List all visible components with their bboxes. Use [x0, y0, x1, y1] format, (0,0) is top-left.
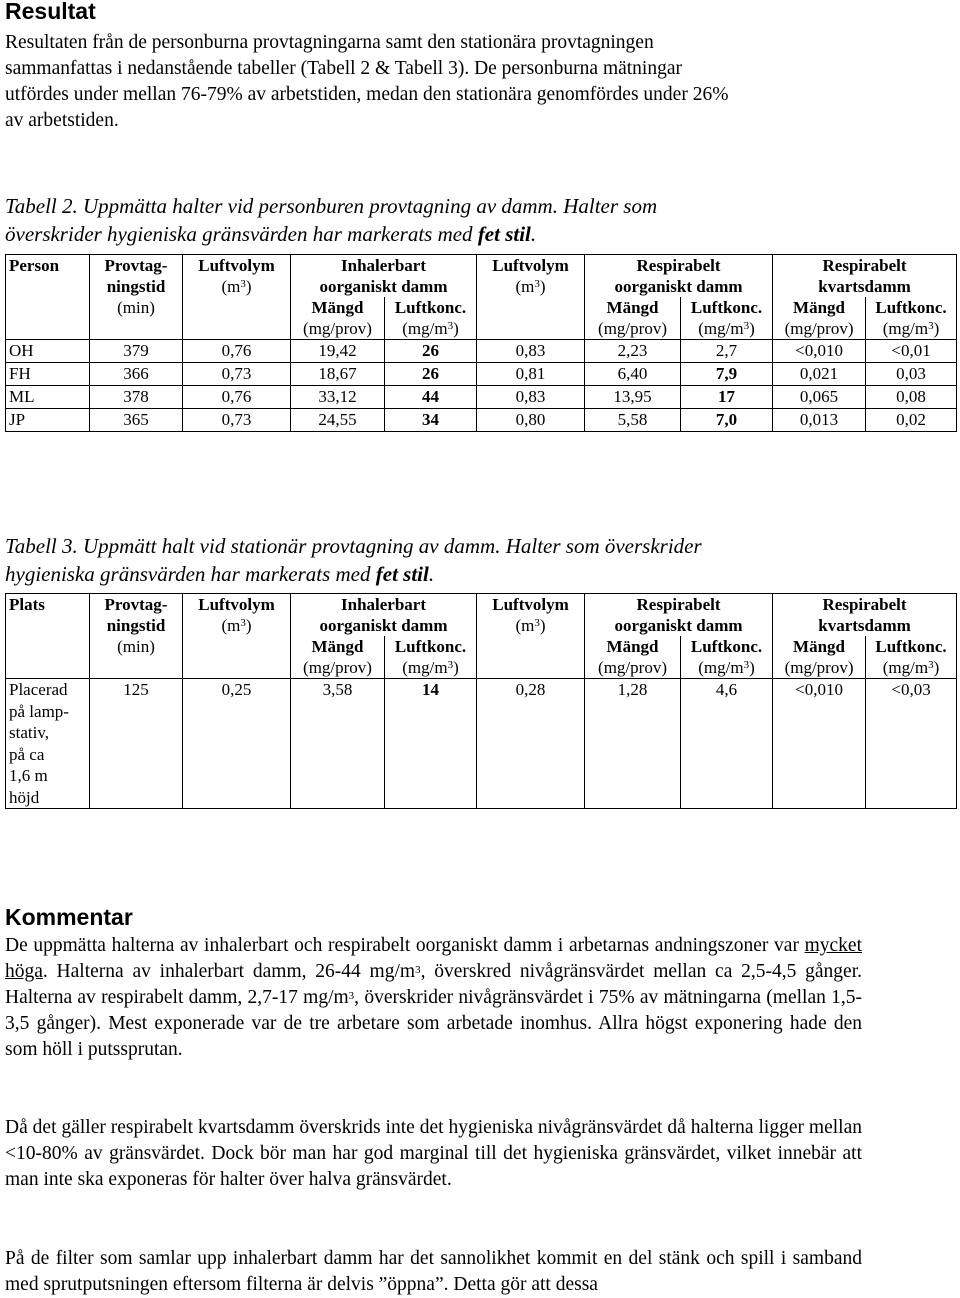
cell-volume-2: 0,81 [477, 363, 585, 386]
unit-text: ) [933, 319, 940, 338]
place-line: höjd [9, 787, 40, 807]
caption-line [5, 560, 905, 588]
cell-person: ML [6, 386, 90, 409]
header-text: oorganiskt damm [614, 277, 743, 296]
header-text: Mängd [606, 298, 659, 317]
header-unit [480, 276, 581, 297]
header-text: Respirabelt [822, 595, 907, 614]
cell-kv-conc: <0,01 [866, 340, 957, 363]
header-unit [186, 615, 287, 636]
col-header-respirabelt [585, 255, 773, 298]
header-text: Provtag- [104, 595, 168, 614]
cell-volume: 0,25 [183, 679, 291, 809]
cell-resp-amount: 6,40 [585, 363, 681, 386]
unit-text: ) [749, 658, 755, 677]
subheader-luftkonc [866, 297, 957, 340]
unit-text: ) [539, 616, 546, 635]
cell-volume-2: 0,83 [477, 340, 585, 363]
header-text: Inhalerbart [341, 595, 426, 614]
section-heading-resultat: Resultat [5, 0, 96, 24]
cell-time: 125 [90, 679, 183, 809]
unit-text: ) [453, 658, 459, 677]
unit-sup: 3 [240, 617, 246, 629]
header-text: Luftkonc. [394, 298, 467, 317]
header-unit [869, 657, 953, 678]
header-unit: (mg/prov) [784, 658, 854, 677]
cell-kv-amount: 0,065 [773, 386, 866, 409]
subheader-luftkonc [385, 636, 477, 679]
cell-kv-conc: 0,02 [866, 409, 957, 432]
caption-line: Tabell 3. Uppmätt halt vid stationär provtagning av damm. Halter som överskrider [5, 534, 702, 558]
cell-kv-conc: 0,03 [866, 363, 957, 386]
superscript: 3 [415, 964, 421, 976]
unit-text: ) [453, 319, 459, 338]
unit-text: ) [539, 277, 546, 296]
unit-sup: 3 [534, 278, 540, 290]
subheader-mangd [585, 297, 681, 340]
cell-resp-amount: 13,95 [585, 386, 681, 409]
kommentar-paragraph-3: På de filter som samlar upp inhalerbart damm har det sannolikhet kommit en del stänk och spill i samband med sprutputsningen eftersom filterna är delvis ”öppna”. Detta gör att dessa [5, 1248, 862, 1295]
subheader-luftkonc [681, 297, 773, 340]
subheader-luftkonc [681, 636, 773, 679]
header-text: (min) [117, 637, 155, 656]
section-heading-kommentar: Kommentar [5, 904, 133, 930]
caption-end: . [428, 562, 435, 586]
header-text: Luftkonc. [875, 637, 947, 656]
cell-kv-conc: 0,08 [866, 386, 957, 409]
cell-inh-amount: 33,12 [291, 386, 385, 409]
cell-time: 379 [90, 340, 183, 363]
col-header-plats: Plats [6, 594, 90, 679]
subheader-mangd [291, 636, 385, 679]
table-row [6, 363, 957, 386]
cell-time: 378 [90, 386, 183, 409]
paragraph-line: Resultaten från de personburna provtagningarna samt den stationära provtagningen [5, 32, 654, 53]
unit-text: (mg/m [698, 658, 744, 677]
cell-resp-conc: 2,7 [681, 340, 773, 363]
unit-sup: 3 [447, 320, 454, 332]
cell-volume: 0,76 [183, 340, 291, 363]
header-unit: (mg/prov) [598, 658, 667, 677]
cell-kv-amount: <0,010 [773, 340, 866, 363]
header-unit [388, 657, 473, 678]
place-line: Placerad [9, 680, 68, 699]
header-unit [186, 276, 287, 297]
cell-kv-conc: <0,03 [866, 679, 957, 809]
paragraph-line: sammanfattas i nedanstående tabeller (Tabell 2 & Tabell 3). De personburna mätningar [5, 58, 682, 79]
cell-person: OH [6, 340, 90, 363]
header-text: (min) [117, 298, 155, 317]
cell-kv-amount: 0,021 [773, 363, 866, 386]
header-text: Mängd [311, 298, 364, 317]
header-text: Luftkonc. [394, 637, 467, 656]
unit-text: (m [221, 277, 241, 296]
place-line: på ca [9, 744, 45, 764]
cell-place [6, 679, 90, 809]
table3-caption [5, 532, 905, 588]
cell-resp-amount: 5,58 [585, 409, 681, 432]
header-text: Mängd [311, 637, 364, 656]
cell-time: 366 [90, 363, 183, 386]
header-unit [684, 657, 769, 678]
col-header-person: Person [6, 255, 90, 340]
cell-inh-amount: 18,67 [291, 363, 385, 386]
header-text: oorganiskt damm [614, 616, 743, 635]
unit-text: (mg/m [402, 658, 448, 677]
cell-inh-amount: 3,58 [291, 679, 385, 809]
paragraph-text: . Halterna av inhalerbart damm, 26-44 mg/m [42, 961, 416, 982]
subheader-mangd [773, 297, 866, 340]
col-header-luftvolym [183, 594, 291, 679]
header-unit: (mg/prov) [598, 319, 667, 338]
header-unit [869, 318, 953, 339]
unit-text: ) [749, 319, 755, 338]
cell-volume-2: 0,80 [477, 409, 585, 432]
unit-sup: 3 [743, 659, 750, 671]
cell-volume-2: 0,28 [477, 679, 585, 809]
header-text: Luftvolym [492, 256, 569, 275]
header-text: Respirabelt [822, 256, 907, 275]
caption-text: hygieniska gränsvärden har markerats med [5, 562, 376, 586]
subheader-mangd [773, 636, 866, 679]
cell-resp-conc: 4,6 [681, 679, 773, 809]
cell-volume-2: 0,83 [477, 386, 585, 409]
unit-text: (m [221, 616, 241, 635]
header-unit: (mg/prov) [784, 319, 854, 338]
unit-text: (m [515, 616, 535, 635]
caption-bold: fet stil [477, 222, 531, 246]
header-unit: (mg/prov) [303, 319, 372, 338]
header-text: Luftvolym [492, 595, 569, 614]
cell-inh-conc: 14 [385, 679, 477, 809]
col-header-luftvolym-2 [477, 255, 585, 340]
cell-volume: 0,73 [183, 409, 291, 432]
header-text: ningstid [106, 277, 166, 296]
cell-volume: 0,73 [183, 363, 291, 386]
caption-bold: fet stil [375, 562, 429, 586]
col-header-inhalerbart [291, 594, 477, 637]
caption-line [5, 220, 905, 248]
header-text: Luftvolym [198, 595, 275, 614]
col-header-inhalerbart [291, 255, 477, 298]
unit-sup: 3 [928, 320, 934, 332]
col-header-kvartsdamm [773, 594, 957, 637]
paragraph-line: av arbetstiden. [5, 110, 119, 131]
header-text: Mängd [793, 637, 846, 656]
cell-person: FH [6, 363, 90, 386]
header-text: oorganiskt damm [319, 616, 448, 635]
col-header-luftvolym [183, 255, 291, 340]
cell-person: JP [6, 409, 90, 432]
cell-resp-conc: 7,0 [681, 409, 773, 432]
header-unit [388, 318, 473, 339]
unit-text: ) [245, 616, 252, 635]
header-text: Provtag- [104, 256, 168, 275]
col-header-provtagningstid [90, 255, 183, 340]
cell-resp-amount: 2,23 [585, 340, 681, 363]
unit-text: (mg/m [882, 658, 929, 677]
cell-kv-amount: <0,010 [773, 679, 866, 809]
header-text: Luftkonc. [690, 298, 763, 317]
table-personburen [5, 254, 957, 432]
header-text: kvartsdamm [818, 277, 911, 296]
cell-inh-amount: 24,55 [291, 409, 385, 432]
header-text: Respirabelt [636, 256, 721, 275]
header-text: Mängd [606, 637, 659, 656]
col-header-kvartsdamm [773, 255, 957, 298]
unit-sup: 3 [928, 659, 934, 671]
paragraph-text: , överskrider nivågränsvärdet i 75% av mätningarna (mellan 1,5-3,5 gånger). Mest exponerade var de tre arbetare som arbetade inomhus. Allra högst exponering hade den som höll i putssprutan. [5, 987, 862, 1060]
col-header-provtagningstid [90, 594, 183, 679]
subheader-mangd [291, 297, 385, 340]
paragraph-line: utfördes under mellan 76-79% av arbetstiden, medan den stationära genomfördes under 26% [5, 84, 729, 105]
paragraph-text: De uppmätta halterna av inhalerbart och respirabelt oorganiskt damm i arbetarnas andningszoner var [5, 935, 805, 956]
place-line: på lamp- [9, 701, 69, 721]
table-row [6, 409, 957, 432]
unit-text: (mg/m [698, 319, 744, 338]
resultat-paragraph [5, 30, 728, 134]
header-text: Luftkonc. [690, 637, 763, 656]
cell-inh-conc: 44 [385, 386, 477, 409]
subheader-luftkonc [866, 636, 957, 679]
unit-text: ) [245, 277, 252, 296]
header-text: Luftvolym [198, 256, 275, 275]
unit-sup: 3 [743, 320, 750, 332]
header-text: kvartsdamm [818, 616, 911, 635]
cell-kv-amount: 0,013 [773, 409, 866, 432]
header-text: Inhalerbart [341, 256, 426, 275]
cell-resp-amount: 1,28 [585, 679, 681, 809]
table-row [6, 386, 957, 409]
col-header-respirabelt [585, 594, 773, 637]
header-unit [684, 318, 769, 339]
cell-resp-conc: 7,9 [681, 363, 773, 386]
underlined-text: mycket höga [5, 935, 862, 982]
cell-inh-conc: 26 [385, 340, 477, 363]
header-unit [480, 615, 581, 636]
col-header-luftvolym-2 [477, 594, 585, 679]
unit-sup: 3 [240, 278, 246, 290]
cell-inh-conc: 34 [385, 409, 477, 432]
unit-sup: 3 [447, 659, 454, 671]
cell-inh-conc: 26 [385, 363, 477, 386]
cell-volume: 0,76 [183, 386, 291, 409]
header-text: Mängd [793, 298, 846, 317]
place-line: stativ, [9, 723, 49, 742]
table-row [6, 679, 957, 809]
kommentar-paragraph-2: Då det gäller respirabelt kvartsdamm överskrids inte det hygieniska nivågränsvärdet då halterna ligger mellan <10-80% av gränsvärdet. Dock bör man har god marginal till det hygieniska gränsvärdet, vilket innebär att man inte ska exponeras för halter över halva gränsvärdet. [5, 1117, 862, 1190]
unit-text: (mg/m [882, 319, 929, 338]
table-stationar [5, 593, 957, 809]
unit-text: (mg/m [402, 319, 448, 338]
header-text: ningstid [106, 616, 166, 635]
caption-line: Tabell 2. Uppmätta halter vid personburen provtagning av damm. Halter som [5, 194, 658, 218]
place-line: 1,6 m [9, 766, 48, 785]
caption-text: överskrider hygieniska gränsvärden har markerats med [5, 222, 478, 246]
unit-text: (m [515, 277, 535, 296]
header-unit: (mg/prov) [303, 658, 372, 677]
cell-resp-conc: 17 [681, 386, 773, 409]
subheader-mangd [585, 636, 681, 679]
unit-sup: 3 [534, 617, 540, 629]
cell-time: 365 [90, 409, 183, 432]
superscript: 3 [348, 990, 355, 1002]
paragraph-text: , överskred nivågränsvärdet mellan ca 2,5-4,5 gånger. Halterna av respirabelt damm, 2,7-17 mg/m [5, 961, 862, 1008]
header-text: Respirabelt [636, 595, 721, 614]
kommentar-paragraph-1 [5, 933, 862, 1063]
caption-end: . [530, 222, 537, 246]
table2-caption [5, 192, 905, 248]
unit-text: ) [933, 658, 940, 677]
header-text: oorganiskt damm [319, 277, 448, 296]
cell-inh-amount: 19,42 [291, 340, 385, 363]
table-row [6, 340, 957, 363]
subheader-luftkonc [385, 297, 477, 340]
header-text: Luftkonc. [875, 298, 947, 317]
